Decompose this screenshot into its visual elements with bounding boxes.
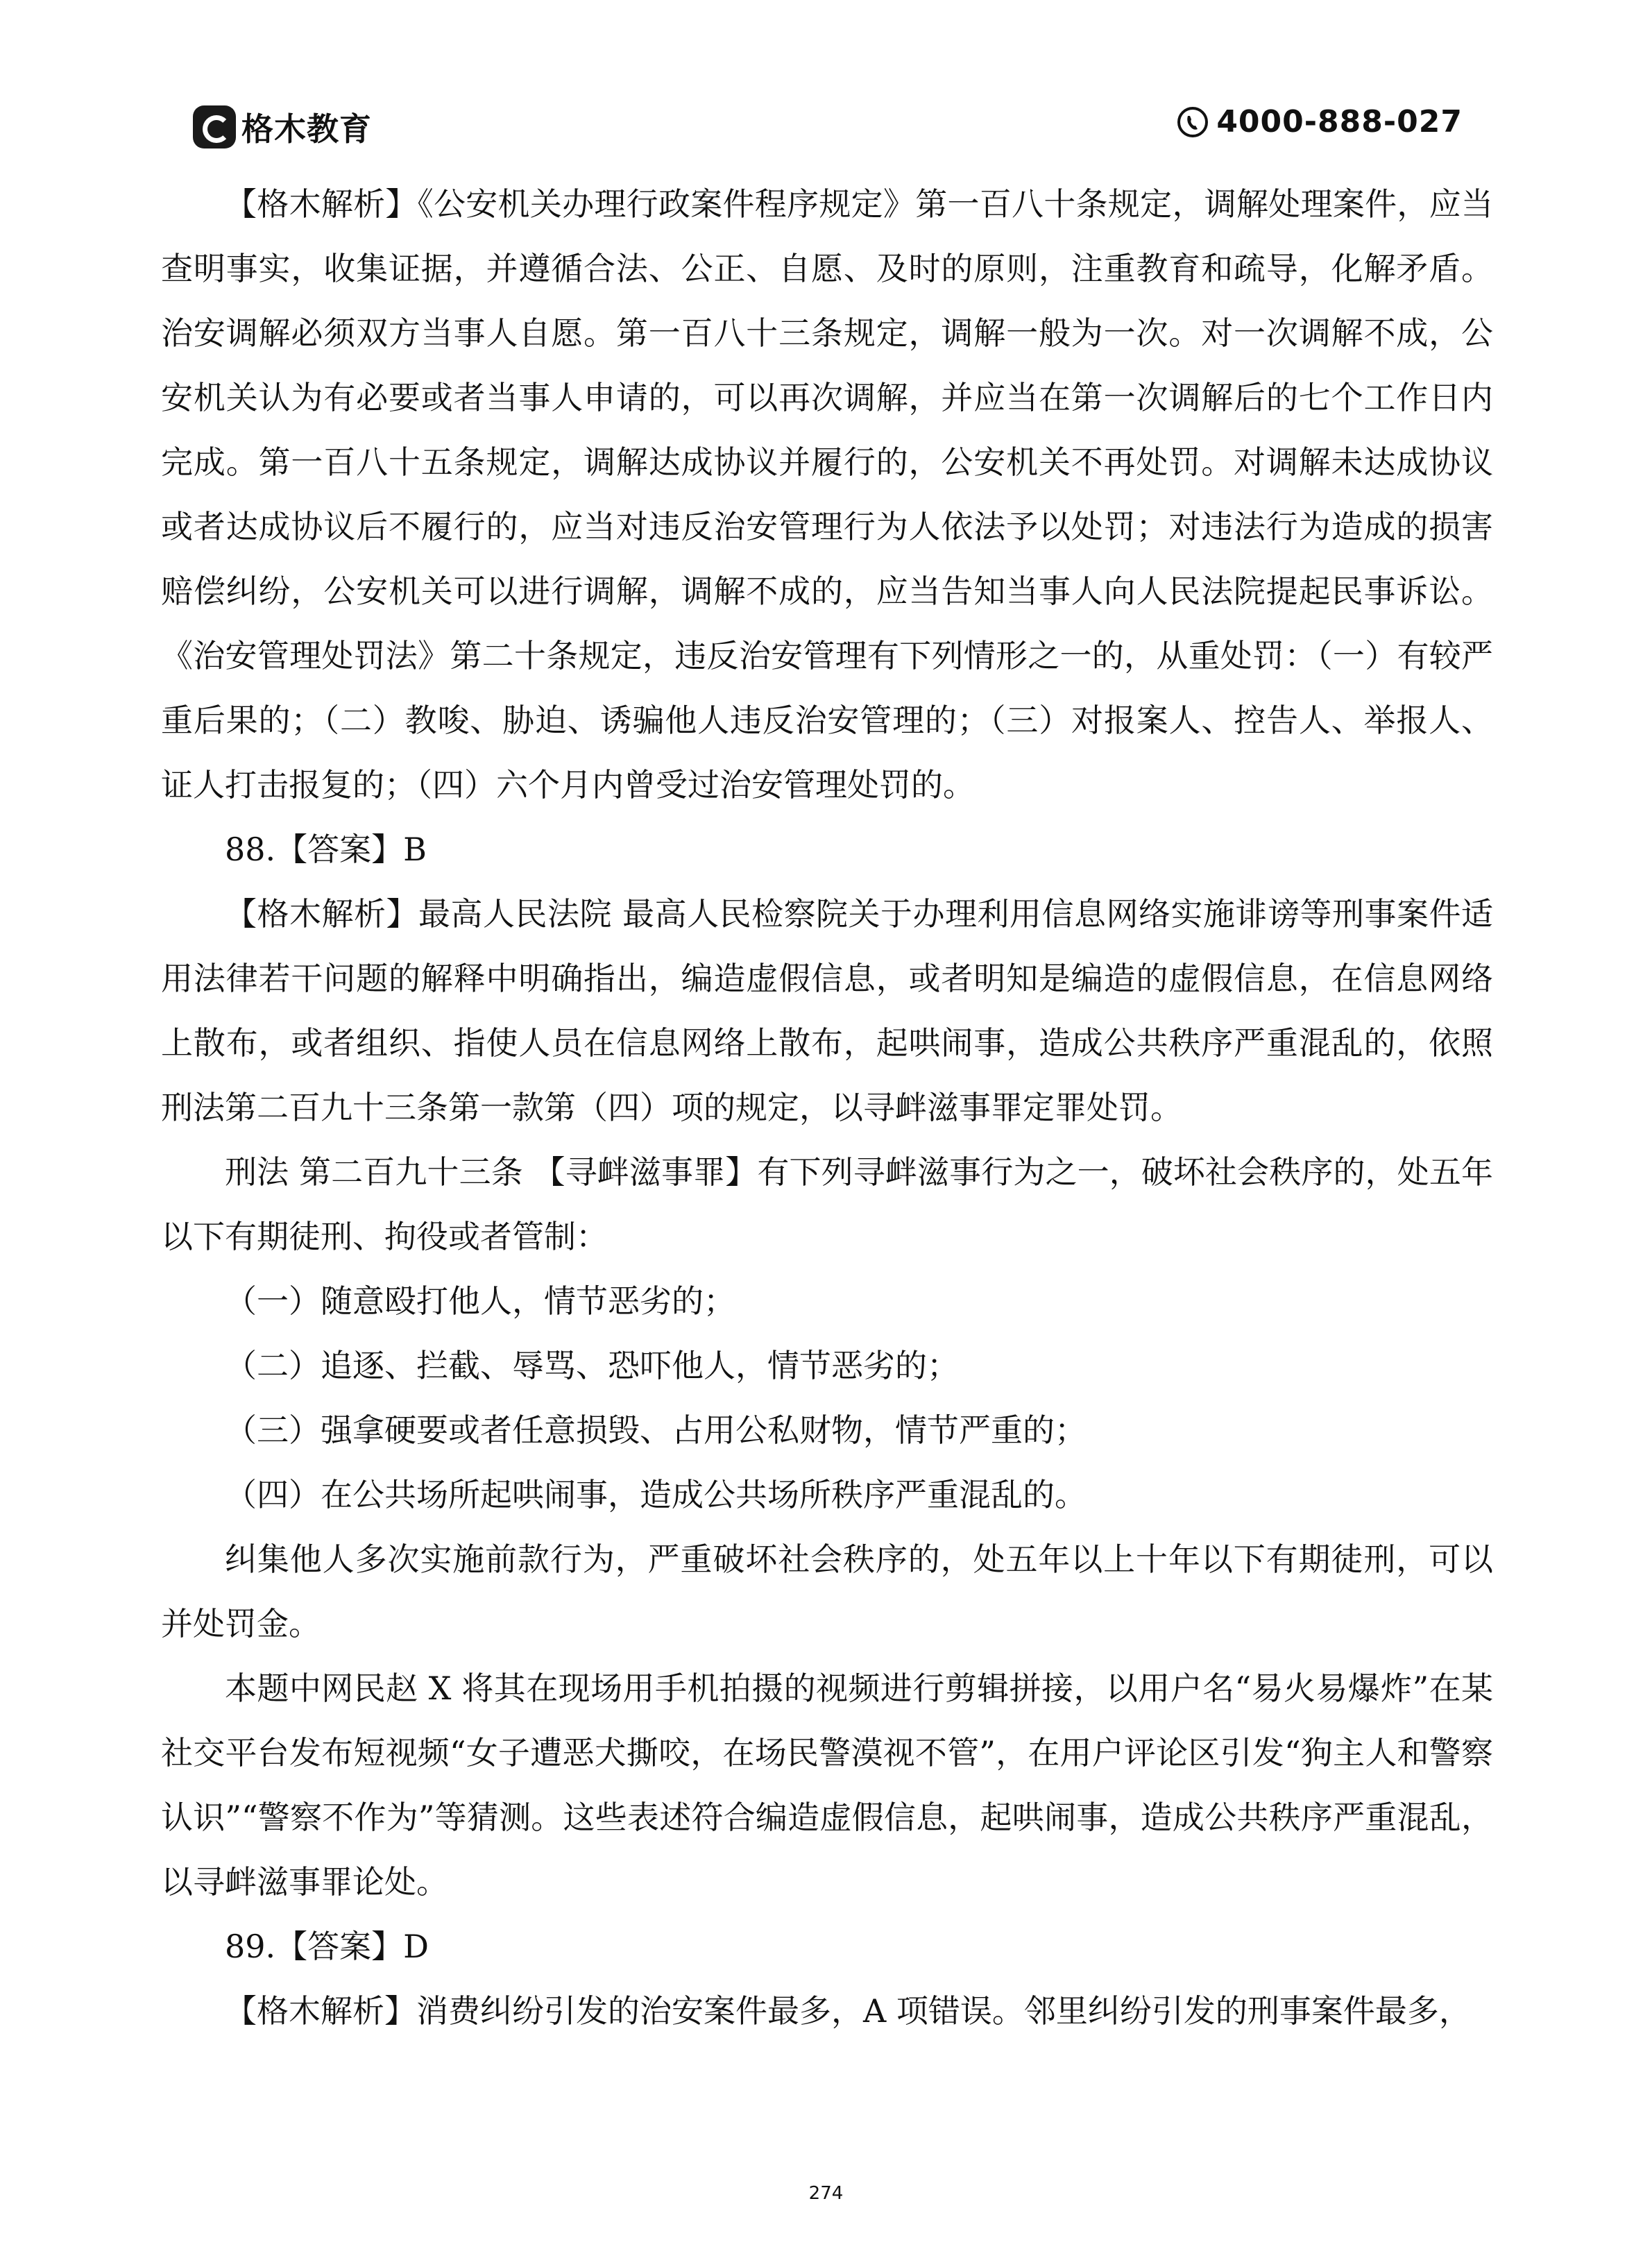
phone-contact (1176, 104, 1463, 139)
logo-icon (193, 105, 236, 148)
brand-logo (193, 104, 372, 150)
page-number: 274 (808, 2183, 844, 2204)
phone-icon (1176, 105, 1209, 139)
paragraph-analysis-87: 【格木解析】《公安机关办理行政案件程序规定》第一百八十条规定，调解处理案件，应当查明事实，收集证据，并遵循合法、公正、自愿、及时的原则，注重教育和疏导，化解矛盾。治安调解必须双方当事人自愿。第一百八十三条规定，调解一般为一次。对一次调解不成，公安机关认为有必要或者当事人申请的，可以再次调解，并应当在第一次调解后的七个工作日内完成。第一百八十五条规定，调解达成协议并履行的，公安机关不再处罚。对调解未达成协议或者达成协议后不履行的，应当对违反治安管理行为人依法予以处罚；对违法行为造成的损害赔偿纠纷，公安机关可以进行调解，调解不成的，应当告知当事人向人民法院提起民事诉讼。《治安管理处罚法》第二十条规定，违反治安管理有下列情形之一的，从重处罚：（一）有较严重后果的；（二）教唆、胁迫、诱骗他人违反治安管理的；（三）对报案人、控告人、举报人、证人打击报复的；（四）六个月内曾受过治安管理处罚的。 (161, 185, 1493, 804)
law-item-2: （二）追逐、拦截、辱骂、恐吓他人，情节恶劣的； (225, 1347, 959, 1384)
paragraph-criminal-law: 刑法 第二百九十三条 【寻衅滋事罪】有下列寻衅滋事行为之一，破坏社会秩序的，处五年以下有期徒刑、拘役或者管制： (161, 1153, 1493, 1255)
logo-text: 格木教育 (241, 110, 372, 148)
law-item-3: （三）强拿硬要或者任意损毁、占用公私财物，情节严重的； (225, 1411, 1087, 1449)
law-item-1: （一）随意殴打他人，情节恶劣的； (225, 1282, 735, 1320)
paragraph-case-application: 本题中网民赵 X 将其在现场用手机拍摄的视频进行剪辑拼接，以用户名“易火易爆炸”在某社交平台发布短视频“女子遭恶犬撕咬，在场民警漠视不管”，在用户评论区引发“狗主人和警察认识”“警察不作为”等猜测。这些表述符合编造虚假信息，起哄闹事，造成公共秩序严重混乱，以寻衅滋事罪论处。 (161, 1670, 1493, 1901)
answer-89: 89.【答案】D (225, 1928, 429, 1965)
document-body (161, 172, 1493, 2044)
phone-number: 4000-888-027 (1216, 104, 1463, 139)
paragraph-analysis-88: 【格木解析】最高人民法院 最高人民检察院关于办理利用信息网络实施诽谤等刑事案件适用法律若干问题的解释中明确指出，编造虚假信息，或者明知是编造的虚假信息，在信息网络上散布，或者组织、指使人员在信息网络上散布，起哄闹事，造成公共秩序严重混乱的，依照刑法第二百九十三条第一款第（四）项的规定，以寻衅滋事罪定罪处罚。 (161, 895, 1493, 1126)
paragraph-analysis-89: 【格木解析】消费纠纷引发的治安案件最多，A 项错误。邻里纠纷引发的刑事案件最多， (225, 1992, 1471, 2030)
paragraph-aggravated: 纠集他人多次实施前款行为，严重破坏社会秩序的，处五年以上十年以下有期徒刑，可以并处罚金。 (161, 1540, 1493, 1642)
answer-88: 88.【答案】B (225, 831, 427, 868)
law-item-4: （四）在公共场所起哄闹事，造成公共场所秩序严重混乱的。 (225, 1476, 1087, 1513)
page-header (193, 104, 1463, 160)
